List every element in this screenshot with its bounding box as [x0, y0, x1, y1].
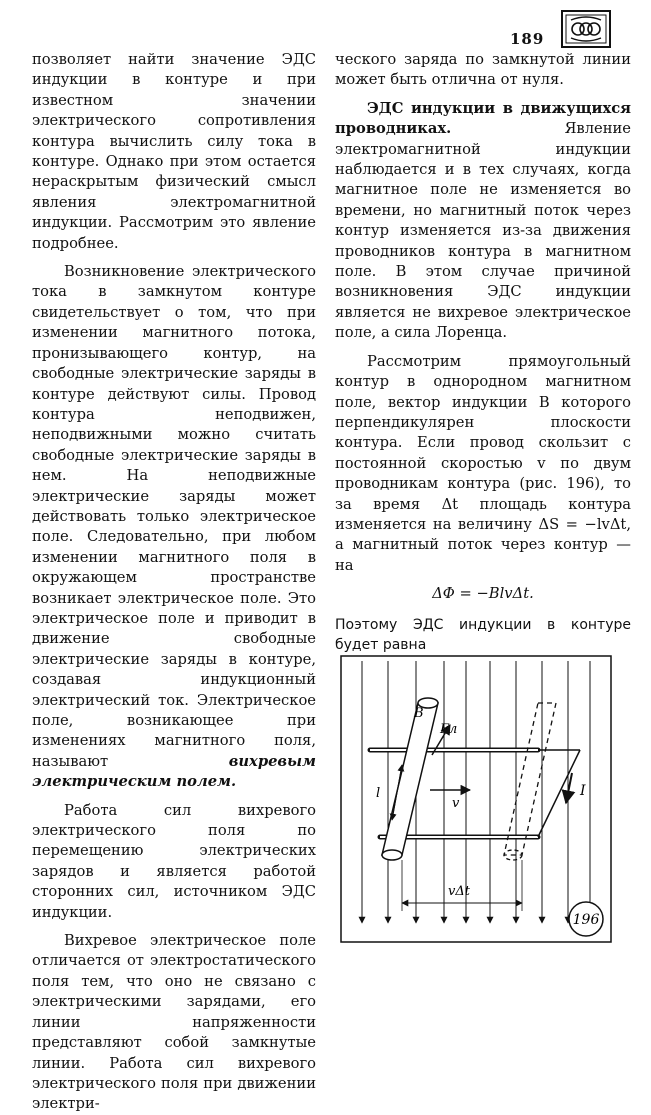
- formula: ΔΦ = −BlvΔt.: [432, 585, 534, 603]
- paragraph: позволяет найти значение ЭДС индукции в контуре и при известном значении электрического сопротивления контура вычислить силу тока в контуре. Однако при этом остается нераскрытым физический смысл явления электромагнитной индукции. Рассмотрим это явление подробнее.: [32, 51, 316, 252]
- figure-number: 196: [572, 912, 600, 928]
- section-logo-icon: [561, 10, 611, 48]
- label-b: B: [414, 706, 424, 721]
- paragraph-text: Возникновение электрического тока в замкнутом контуре свидетельствует о том, что при изменении магнитного потока, пронизывающего контур, на свободные электрические заряды в контуре действуют силы. Провод контура неподвижен, неподвижными можно считать свободные электрические заряды в нем. На неподвижные электрические заряды может действовать только электрическое поле. Следовательно, при любом изменении магнитного поля в окружающем пространстве возникает электрическое поле. Это электрическое поле и приводит в движение свободные электрические заряды в контуре, создавая индукционный электрический ток. Электрическое поле, возникающее при изменениях магнитного поля, называют: [32, 263, 316, 770]
- paragraph: ческого заряда по замкнутой линии может быть отлична от нуля.: [335, 51, 631, 89]
- label-v: v: [452, 796, 460, 811]
- left-column: [32, 50, 316, 1115]
- label-vdt: vΔt: [448, 884, 470, 899]
- paragraph: Работа сил вихревого электрического поля по перемещению электрических зарядов и является работой сторонних сил, источником ЭДС индукции.: [32, 801, 316, 921]
- right-column: [335, 50, 631, 655]
- sliding-conductor-diagram: [340, 655, 612, 943]
- section-heading: ЭДС индукции в движущихся проводниках.: [335, 99, 631, 138]
- paragraph: Вихревое электрическое поле отличается от электростатического поля тем, что оно не связано с электрическими зарядами, его линии напряженности представляют собой замкнутые линии. Работа сил вихревого электрического поля при движении электри-: [32, 932, 316, 1113]
- paragraph-text: Явление электромагнитной индукции наблюдается и в тех случаях, когда магнитное поле не изменяется во времени, но магнитный поток через контур изменяется из-за движения проводников контура в магнитном поле. В этом случае причиной возникновения ЭДС индукции является не вихревое электрическое поле, а сила Лоренца.: [335, 120, 631, 342]
- paragraph: [335, 99, 631, 344]
- paragraph: Рассмотрим прямоугольный контур в однородном магнитном поле, вектор индукции B которого перпендикулярен плоскости контура. Если провод скользит с постоянной скоростью v по двум проводникам контура (рис. 196), то за время Δt площадь контура изменяется на величину ΔS = −lvΔt, а магнитный поток через контур — на: [335, 352, 631, 574]
- page-number: 189: [510, 30, 545, 48]
- figure-frame: [341, 656, 611, 942]
- defined-term: вихревым электрическим полем.: [32, 752, 316, 791]
- paragraph: Поэтому ЭДС индукции в контуре будет равна: [335, 616, 631, 653]
- label-f: Fл: [440, 722, 458, 737]
- label-l: l: [376, 786, 381, 801]
- figure-196: [340, 655, 612, 943]
- label-i: I: [580, 783, 586, 799]
- paragraph: [32, 262, 316, 793]
